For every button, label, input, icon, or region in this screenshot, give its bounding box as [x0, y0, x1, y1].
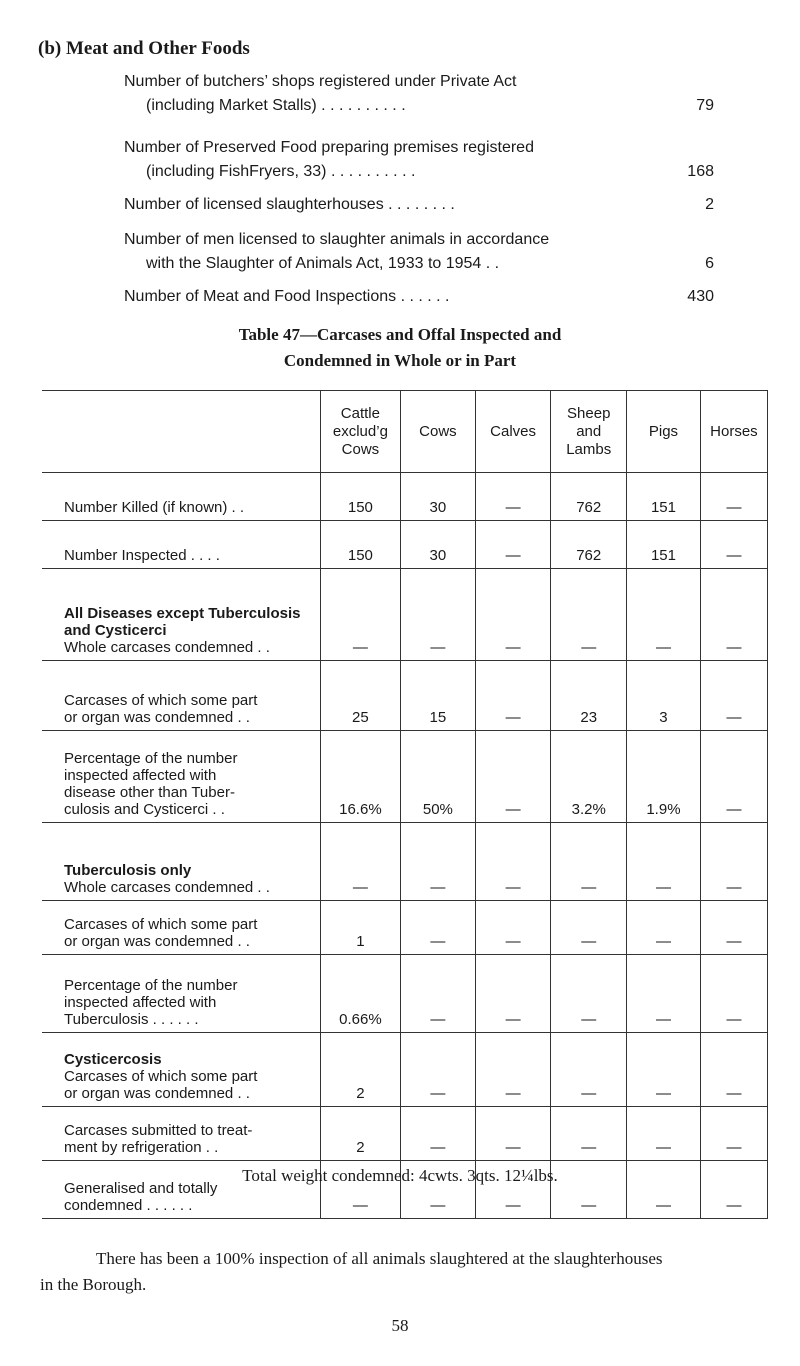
cell-sheep: — [551, 569, 627, 661]
cell-cattle: 1 [320, 901, 400, 955]
row-label [42, 569, 320, 661]
cell-cows: — [401, 1107, 476, 1161]
cell-cows: — [401, 1161, 476, 1219]
cell-cattle: 150 [320, 521, 400, 569]
stat-value: 168 [687, 163, 714, 180]
cell-pigs: 151 [627, 521, 701, 569]
cell-cattle: 150 [320, 473, 400, 521]
row-label-line: Carcases of which some part [64, 692, 258, 709]
table-header-row [42, 391, 768, 473]
cell-pigs: 151 [627, 473, 701, 521]
row-label-line: Whole carcases condemned . . [64, 639, 270, 656]
row-label-line: inspected affected with [64, 767, 217, 784]
table-row [42, 521, 768, 569]
row-label [42, 521, 320, 569]
row-label-line: Tuberculosis . . . . . . [64, 1011, 199, 1028]
stat-label-continued: with the Slaughter of Animals Act, 1933 to 1954 . . [146, 255, 500, 272]
stat-label: Number of men licensed to slaughter animals in accordance [124, 231, 550, 248]
row-label [42, 661, 320, 731]
cell-cows: — [401, 823, 476, 901]
cell-horses: — [700, 1161, 767, 1219]
cell-horses: — [700, 521, 767, 569]
stat-licensed-slaughterhouses [124, 193, 714, 217]
cell-horses: — [700, 731, 767, 823]
cell-cattle: 0.66% [320, 955, 400, 1033]
cell-horses: — [700, 901, 767, 955]
row-label-line: Whole carcases condemned . . [64, 879, 270, 896]
stat-label: Number of licensed slaughterhouses . . . . . . . . [124, 196, 455, 213]
row-label [42, 1107, 320, 1161]
section-title: (b) Meat and Other Foods [38, 38, 250, 59]
cell-cows: 50% [401, 731, 476, 823]
column-header-pigs: Pigs [627, 391, 701, 473]
row-label-line: Carcases of which some part [64, 1068, 258, 1085]
stat-label: Number of Meat and Food Inspections . . . . . . [124, 288, 450, 305]
table-row [42, 1033, 768, 1107]
inspection-note [40, 1246, 780, 1298]
cell-calves: — [475, 731, 551, 823]
row-label-line: culosis and Cysticerci . . [64, 801, 225, 818]
cell-sheep: — [551, 1107, 627, 1161]
table-row [42, 569, 768, 661]
cell-pigs: — [627, 1161, 701, 1219]
cell-cattle: 2 [320, 1107, 400, 1161]
cell-sheep: — [551, 955, 627, 1033]
row-group-heading: All Diseases except Tuberculosis and Cysticerci [64, 605, 301, 639]
stat-label: Number of Preserved Food preparing premises registered [124, 139, 534, 156]
cell-sheep: — [551, 1033, 627, 1107]
cell-horses: — [700, 661, 767, 731]
cell-calves: — [475, 661, 551, 731]
column-header-sheep: Sheep and Lambs [551, 391, 627, 473]
row-label-line: or organ was condemned . . [64, 709, 250, 726]
cell-calves: — [475, 1161, 551, 1219]
row-label [42, 473, 320, 521]
row-label-line: inspected affected with [64, 994, 217, 1011]
table-row [42, 955, 768, 1033]
cell-cattle: 25 [320, 661, 400, 731]
row-label [42, 823, 320, 901]
cell-horses: — [700, 1033, 767, 1107]
cell-sheep: — [551, 901, 627, 955]
row-group-heading: Tuberculosis only [64, 862, 192, 879]
stat-value: 6 [705, 255, 714, 272]
cell-cows: — [401, 955, 476, 1033]
cell-pigs: — [627, 569, 701, 661]
row-label-line: or organ was condemned . . [64, 1085, 250, 1102]
cell-calves: — [475, 569, 551, 661]
column-header-cows: Cows [401, 391, 476, 473]
row-label-line: Generalised and totally [64, 1180, 218, 1197]
stat-label: Number of butchers’ shops registered under Private Act [124, 73, 517, 90]
cell-sheep: 762 [551, 521, 627, 569]
inspection-note-line2: in the Borough. [40, 1275, 147, 1294]
row-label-line: Percentage of the number [64, 750, 238, 767]
header-blank-cell [42, 391, 320, 473]
cell-calves: — [475, 473, 551, 521]
cell-cows: 15 [401, 661, 476, 731]
cell-calves: — [475, 955, 551, 1033]
cell-pigs: — [627, 823, 701, 901]
row-label [42, 901, 320, 955]
column-header-horses: Horses [700, 391, 767, 473]
total-weight-note: Total weight condemned: 4cwts. 3qts. 12¼lbs. [242, 1166, 558, 1185]
row-label-line: or organ was condemned . . [64, 933, 250, 950]
stat-value: 2 [705, 196, 714, 213]
cell-sheep: 23 [551, 661, 627, 731]
table-row [42, 661, 768, 731]
row-label [42, 955, 320, 1033]
cell-pigs: 3 [627, 661, 701, 731]
row-label-line: disease other than Tuber- [64, 784, 235, 801]
cell-calves: — [475, 901, 551, 955]
row-label-line: Number Killed (if known) . . [64, 499, 245, 516]
cell-cattle: — [320, 1161, 400, 1219]
row-label-line: Carcases of which some part [64, 916, 258, 933]
cell-horses: — [700, 823, 767, 901]
cell-sheep: — [551, 823, 627, 901]
cell-sheep: 762 [551, 473, 627, 521]
cell-sheep: 3.2% [551, 731, 627, 823]
table-row [42, 1107, 768, 1161]
row-label-line: Carcases submitted to treat- [64, 1122, 253, 1139]
cell-horses: — [700, 473, 767, 521]
cell-cows: — [401, 1033, 476, 1107]
table-row [42, 473, 768, 521]
table-row [42, 731, 768, 823]
cell-cows: — [401, 901, 476, 955]
row-group-heading: Cysticercosis [64, 1051, 162, 1068]
stat-label-continued: (including Market Stalls) . . . . . . . . . . [146, 97, 406, 114]
cell-cattle: — [320, 823, 400, 901]
cell-cattle: — [320, 569, 400, 661]
cell-horses: — [700, 955, 767, 1033]
stat-meat-food-inspections [124, 285, 714, 309]
cell-cows: 30 [401, 473, 476, 521]
cell-cows: 30 [401, 521, 476, 569]
stat-preserved-food-premises [124, 136, 714, 184]
stat-value: 79 [696, 97, 714, 114]
row-label-line: condemned . . . . . . [64, 1197, 193, 1214]
stat-butchers-shops [124, 70, 714, 118]
cell-cows: — [401, 569, 476, 661]
stat-licensed-slaughtermen [124, 228, 714, 276]
cell-calves: — [475, 1033, 551, 1107]
carcases-table [42, 390, 768, 1219]
cell-pigs: — [627, 901, 701, 955]
cell-calves: — [475, 823, 551, 901]
cell-pigs: — [627, 1107, 701, 1161]
table-row [42, 823, 768, 901]
row-label [42, 1033, 320, 1107]
stat-value: 430 [687, 288, 714, 305]
stat-label-continued: (including FishFryers, 33) . . . . . . . . . . [146, 163, 416, 180]
cell-horses: — [700, 569, 767, 661]
inspection-note-line1: There has been a 100% inspection of all animals slaughtered at the slaughterhouses [96, 1249, 663, 1268]
cell-calves: — [475, 521, 551, 569]
cell-cattle: 16.6% [320, 731, 400, 823]
cell-pigs: — [627, 1033, 701, 1107]
cell-pigs: 1.9% [627, 731, 701, 823]
table-row [42, 901, 768, 955]
table-subtitle: Condemned in Whole or in Part [283, 351, 517, 370]
cell-pigs: — [627, 955, 701, 1033]
table-title: Table 47—Carcases and Offal Inspected and [238, 325, 562, 344]
row-label [42, 731, 320, 823]
cell-sheep: — [551, 1161, 627, 1219]
cell-horses: — [700, 1107, 767, 1161]
row-label-line: Number Inspected . . . . [64, 547, 220, 564]
row-label-line: Percentage of the number [64, 977, 238, 994]
cell-cattle: 2 [320, 1033, 400, 1107]
page-number: 58 [391, 1316, 409, 1335]
row-label-line: ment by refrigeration . . [64, 1139, 219, 1156]
cell-calves: — [475, 1107, 551, 1161]
column-header-calves: Calves [475, 391, 551, 473]
column-header-cattle: Cattle exclud’g Cows [320, 391, 400, 473]
